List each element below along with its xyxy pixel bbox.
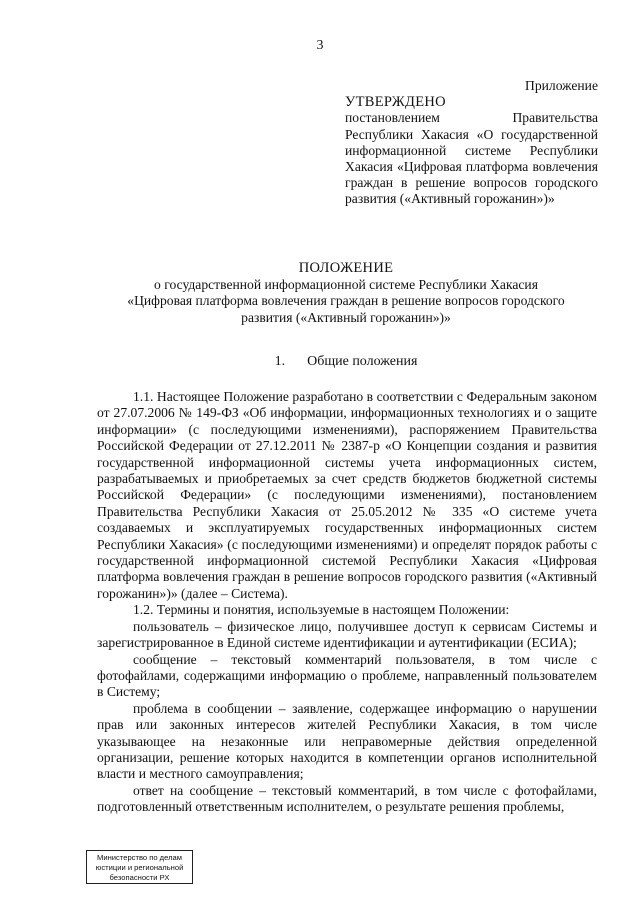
stamp-line-1: Министерство по делам	[97, 853, 182, 862]
document-heading: ПОЛОЖЕНИЕ	[298, 260, 394, 276]
definition-problem: проблема в сообщении – заявление, содержащее информацию о нарушении прав или законных интересов жителей Республики Хакасия, в том числе указывающее на незаконные или неправомерные действия определенной организации, решение которых находится в компетенции органов исполнительной власти и местного самоуправления;	[97, 700, 597, 782]
approval-decree-text: постановлением Правительства Республики Хакасия «О государственной информационной системе Республики Хакасия «Цифровая платформа вовлечения граждан в решение вопросов городского развития («Активный горожанин»)»	[345, 110, 598, 207]
document-title	[96, 260, 596, 326]
stamp-line-2: юстиции и региональной	[95, 862, 184, 872]
page-number: 3	[316, 38, 324, 53]
document-title-line-3: развития («Активный горожанин»)»	[241, 309, 451, 325]
document-title-line-1: о государственной информационной системе Республики Хакасия	[154, 276, 538, 292]
document-title-line-2: «Цифровая платформа вовлечения граждан в решение вопросов городского	[127, 293, 565, 309]
paragraph-1-1: 1.1. Настоящее Положение разработано в соответствии с Федеральным законом от 27.07.2006 № 149-ФЗ «Об информации, информационных технологиях и о защите информации» (с последующими изменениями), распоряжением Правительства Российской Федерации от 27.12.2011 № 2387-р «О Концепции создания и развития государственной информационной системы учета информационных систем, разрабатываемых и приобретаемых за счет средств бюджетов бюджетной системы Российской Федерации» (с последующими изменениями), постановлением Правительства Республики Хакасия от 25.05.2012 № 335 «О системе учета создаваемых и эксплуатируемых государственных информационных систем Республики Хакасия» (с последующими изменениями) и определят порядок работы с государственной информационной системой Республики Хакасия «Цифровая платформа вовлечения граждан в решение вопросов городского развития («Активный горожанин»)» (далее – Система).	[97, 389, 597, 601]
stamp-line-3: безопасности РХ	[109, 872, 170, 882]
definition-user: пользователь – физическое лицо, получившее доступ к сервисам Системы и зарегистрированное в Единой системе идентификации и аутентификации (ЕСИА);	[97, 618, 597, 651]
registration-stamp	[86, 850, 193, 884]
approved-label: УТВЕРЖДЕНО	[345, 94, 446, 111]
approval-block	[345, 78, 598, 208]
section-title: Общие положения	[307, 354, 418, 369]
definition-message: сообщение – текстовый комментарий пользователя, в том числе с фотофайлами, содержащими информацию о проблеме, направленный пользователем в Систему;	[97, 651, 597, 700]
definition-answer: ответ на сообщение – текстовый комментарий, в том числе с фотофайлами, подготовленный ответственным исполнителем, о результате решения проблемы,	[97, 782, 597, 815]
body-text	[97, 389, 597, 816]
section-heading	[96, 354, 596, 370]
paragraph-1-2: 1.2. Термины и понятия, используемые в настоящем Положении:	[133, 602, 510, 618]
annex-label: Приложение	[525, 78, 598, 93]
section-number: 1.	[274, 354, 286, 369]
